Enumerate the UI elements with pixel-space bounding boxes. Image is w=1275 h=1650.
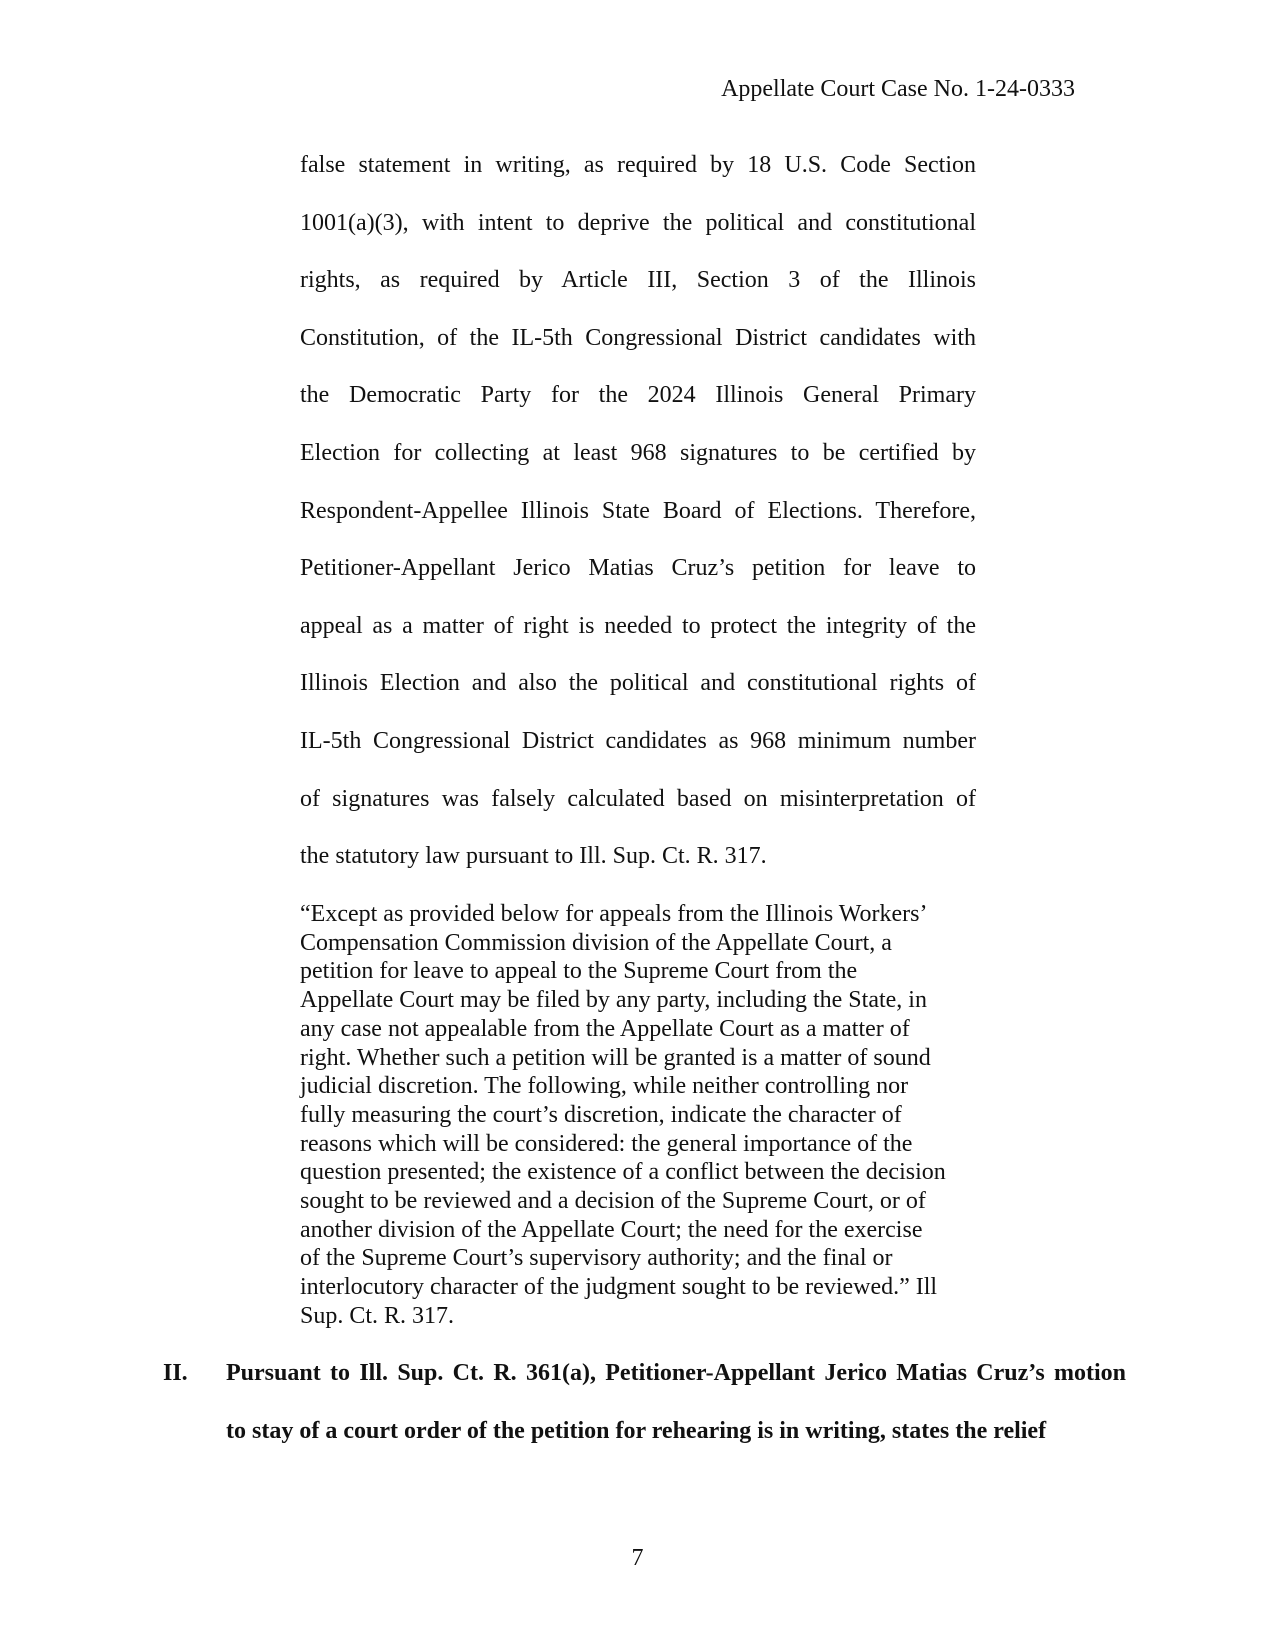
quote-line: question presented; the existence of a conflict between the decision (300, 1159, 946, 1186)
body-line: 1001(a)(3), with intent to deprive the political and constitutional (300, 209, 976, 236)
body-line: appeal as a matter of right is needed to protect the integrity of the (300, 612, 976, 639)
body-paragraph (300, 148, 976, 897)
page-number: 7 (631, 1545, 644, 1571)
body-line: Petitioner-Appellant Jerico Matias Cruz’s petition for leave to (300, 555, 976, 582)
body-line: IL-5th Congressional District candidates as 968 minimum number (300, 727, 976, 754)
quote-line: reasons which will be considered: the general importance of the (300, 1130, 913, 1157)
section-number: II. (163, 1360, 188, 1386)
body-line: rights, as required by Article III, Section 3 of the Illinois (300, 267, 976, 294)
quote-line: “Except as provided below for appeals from the Illinois Workers’ (300, 901, 928, 927)
quote-line: fully measuring the court’s discretion, indicate the character of (300, 1101, 902, 1128)
body-line: Respondent-Appellee Illinois State Board of Elections. Therefore, (300, 497, 976, 524)
heading-line: to stay of a court order of the petition for rehearing is in writing, states the relief (226, 1418, 1047, 1444)
quote-line: another division of the Appellate Court; the need for the exercise (300, 1216, 923, 1243)
body-line: Election for collecting at least 968 signatures to be certified by (300, 439, 976, 466)
body-line: false statement in writing, as required by 18 U.S. Code Section (300, 152, 976, 178)
heading-line: Pursuant to Ill. Sup. Ct. R. 361(a), Petitioner-Appellant Jerico Matias Cruz’s motion (226, 1360, 1126, 1386)
quote-line: sought to be reviewed and a decision of the Supreme Court, or of (300, 1188, 926, 1215)
quote-line: Appellate Court may be filed by any party, including the State, in (300, 987, 927, 1014)
quote-line: petition for leave to appeal to the Supreme Court from the (300, 958, 858, 985)
body-line: the Democratic Party for the 2024 Illinois General Primary (300, 382, 976, 409)
quote-line: interlocutory character of the judgment sought to be reviewed.” Ill (300, 1274, 938, 1301)
body-line: of signatures was falsely calculated based on misinterpretation of (300, 785, 976, 812)
quote-line: right. Whether such a petition will be granted is a matter of sound (300, 1044, 931, 1071)
body-line: the statutory law pursuant to Ill. Sup. Ct. R. 317. (300, 843, 767, 870)
quote-line: any case not appealable from the Appellate Court as a matter of (300, 1015, 910, 1042)
quote-line: Compensation Commission division of the Appellate Court, a (300, 929, 892, 956)
quote-line: of the Supreme Court’s supervisory authority; and the final or (300, 1245, 893, 1272)
quote-line: judicial discretion. The following, while neither controlling nor (300, 1073, 909, 1100)
block-quote (300, 900, 980, 1331)
case-number-header: Appellate Court Case No. 1-24-0333 (721, 76, 1075, 102)
body-line: Illinois Election and also the political and constitutional rights of (300, 670, 976, 697)
quote-line: Sup. Ct. R. 317. (300, 1302, 455, 1329)
body-line: Constitution, of the IL-5th Congressional District candidates with (300, 324, 976, 351)
